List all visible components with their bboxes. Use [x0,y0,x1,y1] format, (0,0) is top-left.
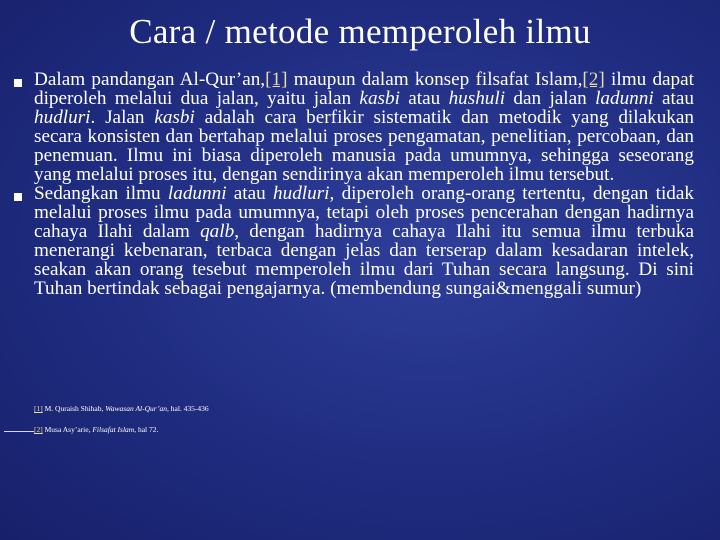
footnote-reference-link[interactable]: [2] [582,69,605,90]
text-segment: Dalam pandangan Al-Qur’an, [34,69,266,90]
text-segment: dan jalan [505,88,596,109]
italic-term: ladunni [595,88,654,109]
bullet-text-2 [34,184,694,298]
italic-term: hushuli [448,88,506,109]
text-segment: atau [399,88,449,109]
text-segment: , diperoleh orang-orang tertentu, dengan tidak melalui proses ilmu pada umumnya, tetapi oleh proses pencerahan dengan hadirnya cahaya Ilahi dalam [34,183,694,242]
square-bullet-icon [14,79,22,87]
italic-term: hudluri [273,183,330,204]
footnote-rule [4,431,34,432]
bullet-item-1 [14,70,694,184]
text-segment: . Jalan [90,107,155,128]
text-segment: atau [226,183,273,204]
square-bullet-icon [14,193,22,201]
footnote-reference-link[interactable]: [1] [34,404,43,413]
footnote-reference-link[interactable]: [2] [34,425,43,434]
italic-term: Filsafat Islam, [92,425,137,434]
italic-term: qalb [200,221,235,242]
text-segment: adalah cara berfikir sistematik dan metodik yang dilakukan secara konsisten dan bertahap melalui proses pengamatan, penelitian, percobaan, dan penemuan. Ilmu ini biasa diperoleh manusia pada umumnya, sehingga seseorang yang melalui proses itu, dengan sendirinya akan memperoleh ilmu tersebut. [34,107,694,185]
text-segment: maupun dalam konsep filsafat Islam, [287,69,583,90]
text-segment: , dengan hadirnya cahaya Ilahi itu semua ilmu terbuka menerangi kebenaran, terbaca dengan jelas dan terserap dalam kesadaran intelek, seakan akan orang tesebut memperoleh ilmu dari Tuhan secara langsung. Di sini Tuhan bertindak sebagai pengajarnya. (membendung sungai&menggali sumur) [34,221,694,299]
bullet-item-2 [14,184,694,298]
footnotes [34,404,634,446]
italic-term: kasbi [154,107,195,128]
text-segment: Musa Asy’arie, [42,425,93,434]
text-segment: hal. 435-436 [168,404,209,413]
footnote-reference-link[interactable]: [1] [265,69,288,90]
slide-content [14,70,694,298]
italic-term: Wawasan Al-Qur’an, [105,404,169,413]
text-segment: hal 72. [136,425,159,434]
bullet-text-1 [34,70,694,184]
italic-term: hudluri [34,107,91,128]
text-segment: atau [653,88,694,109]
footnote-1 [34,404,634,413]
italic-term: ladunni [167,183,227,204]
slide-title: Cara / metode memperoleh ilmu [129,12,591,51]
text-segment: Sedangkan ilmu [34,183,168,204]
text-segment: ilmu dapat diperoleh melalui dua jalan, yaitu jalan [34,69,695,109]
footnote-2 [34,425,634,434]
text-segment: M. Quraish Shihab, [42,404,106,413]
italic-term: kasbi [359,88,400,109]
footnote-2-text [34,425,158,434]
